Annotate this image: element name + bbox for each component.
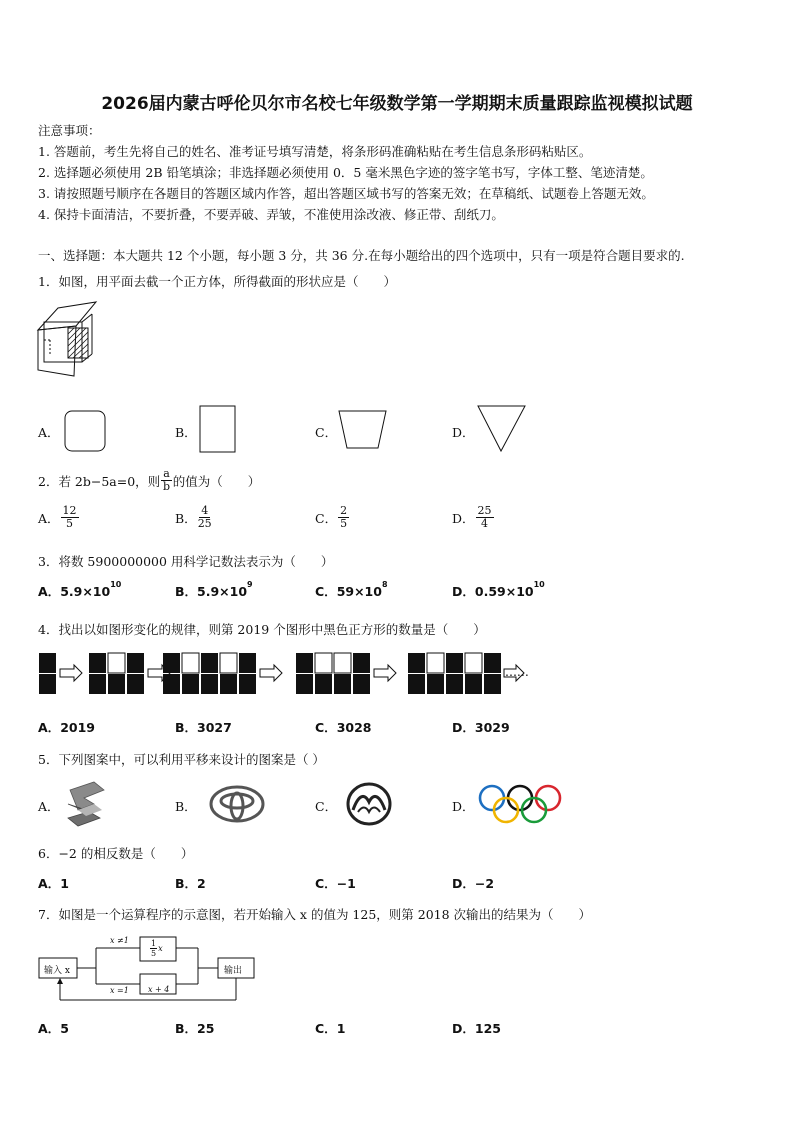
flow-input-label: 输入 x <box>44 966 70 976</box>
q3-option-c <box>315 582 388 600</box>
question-6-stem: 6．−2 的相反数是（ ） <box>38 846 194 861</box>
page-title: 2026届内蒙古呼伦贝尔市名校七年级数学第一学期期末质量跟踪监视模拟试题 <box>101 94 693 114</box>
q7-option-d <box>452 1019 501 1037</box>
q2-option-b <box>175 505 213 530</box>
frac-den: 4 <box>481 517 489 530</box>
option-label: D． <box>452 584 475 599</box>
option-label: D． <box>452 720 475 735</box>
option-text: −1 <box>336 876 356 891</box>
frac-num: 25 <box>477 504 492 517</box>
q2-stem-end: 的值为（ ） <box>172 473 261 489</box>
q6-option-c <box>315 874 356 892</box>
option-text: 25 <box>197 1021 215 1036</box>
q2-option-a <box>38 505 80 530</box>
pattern-ellipsis: ...... <box>505 664 529 679</box>
option-label: A． <box>38 584 61 599</box>
frac-den: 25 <box>197 517 212 530</box>
option-exp: 10 <box>533 580 545 589</box>
note-item: 4. 保持卡面清洁，不要折叠，不要弄破、弄皱，不准使用涂改液、修正带、刮纸刀。 <box>38 207 504 222</box>
olympic-rings-icon <box>478 784 562 824</box>
note-item: 1. 答题前，考生先将自己的姓名、准考证号填写清楚，将条形码准确粘贴在考生信息条形码粘贴区。 <box>38 144 592 159</box>
q2-stem-start: 2．若 2b−5a=0，则 <box>38 473 161 489</box>
question-5-stem: 5．下列图案中，可以利用平移来设计的图案是（ ） <box>38 752 325 767</box>
option-exp: 9 <box>247 580 253 589</box>
flow-output-label: 输出 <box>224 966 243 976</box>
option-text: 1 <box>60 876 69 891</box>
option-exp: 10 <box>110 580 122 589</box>
q5-option-a-label: A． <box>38 799 60 814</box>
q7-option-b <box>175 1019 214 1037</box>
question-7-stem: 7．如图是一个运算程序的示意图，若开始输入 x 的值为 125，则第 2018 次输出的结果为（ ） <box>38 907 592 922</box>
option-label: D． <box>452 1021 475 1036</box>
option-label: D． <box>452 510 475 526</box>
q4-option-a <box>38 718 95 736</box>
q5-option-c-label: C． <box>315 799 338 814</box>
option-text: 2019 <box>60 720 95 735</box>
section-heading: 一、选择题：本大题共 12 个小题，每小题 3 分，共 36 分.在每小题给出的四个选项中，只有一项是符合题目要求的. <box>38 248 685 263</box>
option-fraction <box>61 505 79 530</box>
frac-num: 2 <box>340 504 348 517</box>
option-label: C． <box>315 876 337 891</box>
q5-option-b-label: B． <box>175 799 197 814</box>
option-text: 3028 <box>336 720 372 735</box>
frac-var: x <box>158 944 163 953</box>
flow-op-top-fraction <box>150 939 157 958</box>
question-4-stem: 4．找出以如图形变化的规律，则第 2019 个图形中黑色正方形的数量是（ ） <box>38 622 486 637</box>
frac-num: a <box>163 467 170 480</box>
option-base: 0.59×10 <box>474 584 534 599</box>
option-fraction <box>198 505 212 530</box>
q2-option-c <box>315 505 350 530</box>
frac-den: 5 <box>340 517 348 530</box>
q7-option-c <box>315 1019 345 1037</box>
q3-option-a <box>38 582 121 600</box>
q4-option-d <box>452 718 510 736</box>
q3-option-d <box>452 582 545 600</box>
q6-option-a <box>38 874 69 892</box>
option-label: C． <box>315 510 338 526</box>
option-base: 5.9×10 <box>60 584 111 599</box>
option-label: B． <box>175 1021 198 1036</box>
q5-option-d-label: D． <box>452 799 475 814</box>
frac-den: 5 <box>151 949 157 958</box>
q7-option-a <box>38 1019 69 1037</box>
option-label: B． <box>175 510 197 526</box>
q3-option-b <box>175 582 253 600</box>
notes-heading: 注意事项： <box>38 123 101 138</box>
option-label: D． <box>452 876 475 891</box>
note-item: 2. 选择题必须使用 2B 铅笔填涂；非选择题必须使用 0．5 毫米黑色字迹的签字笔书写，字体工整、笔迹清楚。 <box>38 165 653 180</box>
question-3-stem: 3．将数 5900000000 用科学记数法表示为（ ） <box>38 554 334 569</box>
option-label: C． <box>315 584 337 599</box>
option-fraction <box>476 505 494 530</box>
frac-num: 4 <box>201 504 209 517</box>
suzuki-logo-icon <box>64 780 108 828</box>
q1-option-d-label: D． <box>452 425 475 440</box>
option-text: 3029 <box>474 720 510 735</box>
cube-section-figure <box>36 300 102 380</box>
option-label: C． <box>315 720 337 735</box>
option-base: 5.9×10 <box>197 584 248 599</box>
option-text: −2 <box>474 876 495 891</box>
option-text: 125 <box>474 1021 501 1036</box>
frac-num: 12 <box>62 504 77 517</box>
option-label: C． <box>315 1021 337 1036</box>
question-2-stem <box>38 468 260 493</box>
option-fraction <box>338 505 349 530</box>
trapezoid-shape <box>338 410 388 450</box>
q1-option-c-label: C． <box>315 425 338 440</box>
option-text: 2 <box>197 876 206 891</box>
q1-option-a-label: A． <box>38 425 60 440</box>
flow-cond-bottom: x =1 <box>110 986 129 995</box>
option-base: 59×10 <box>336 584 382 599</box>
q2-option-d <box>452 505 495 530</box>
flow-cond-top: x ≠1 <box>110 936 129 945</box>
q4-option-c <box>315 718 371 736</box>
option-text: 1 <box>336 1021 346 1036</box>
note-item: 3. 请按照题号顺序在各题目的答题区域内作答，超出答题区域书写的答案无效；在草稿纸、试题卷上答题无效。 <box>38 186 654 201</box>
q4-option-b <box>175 718 232 736</box>
rounded-square-shape <box>64 410 106 452</box>
flow-op-bottom: x + 4 <box>148 985 170 994</box>
option-label: A． <box>38 1021 61 1036</box>
triangle-shape <box>477 405 527 453</box>
frac-den: b <box>162 480 170 493</box>
option-text: 5 <box>60 1021 69 1036</box>
option-label: A． <box>38 510 60 526</box>
option-label: B． <box>175 720 198 735</box>
toyota-logo-icon <box>210 786 264 822</box>
option-text: 3027 <box>197 720 232 735</box>
flow-op-top <box>150 939 163 958</box>
q6-option-b <box>175 874 206 892</box>
square-pattern-figure <box>38 652 538 696</box>
q1-option-b-label: B． <box>175 425 197 440</box>
frac-num: 1 <box>151 939 157 948</box>
option-exp: 8 <box>381 580 388 589</box>
q6-option-d <box>452 874 494 892</box>
option-label: B． <box>175 876 198 891</box>
mazda-logo-icon <box>346 782 392 826</box>
option-label: A． <box>38 720 61 735</box>
option-label: A． <box>38 876 61 891</box>
q2-fraction <box>161 468 172 493</box>
frac-den: 5 <box>66 517 74 530</box>
question-1-stem: 1．如图，用平面去截一个正方体，所得截面的形状应是（ ） <box>38 274 396 289</box>
option-label: B． <box>175 584 198 599</box>
rectangle-shape <box>199 405 237 453</box>
